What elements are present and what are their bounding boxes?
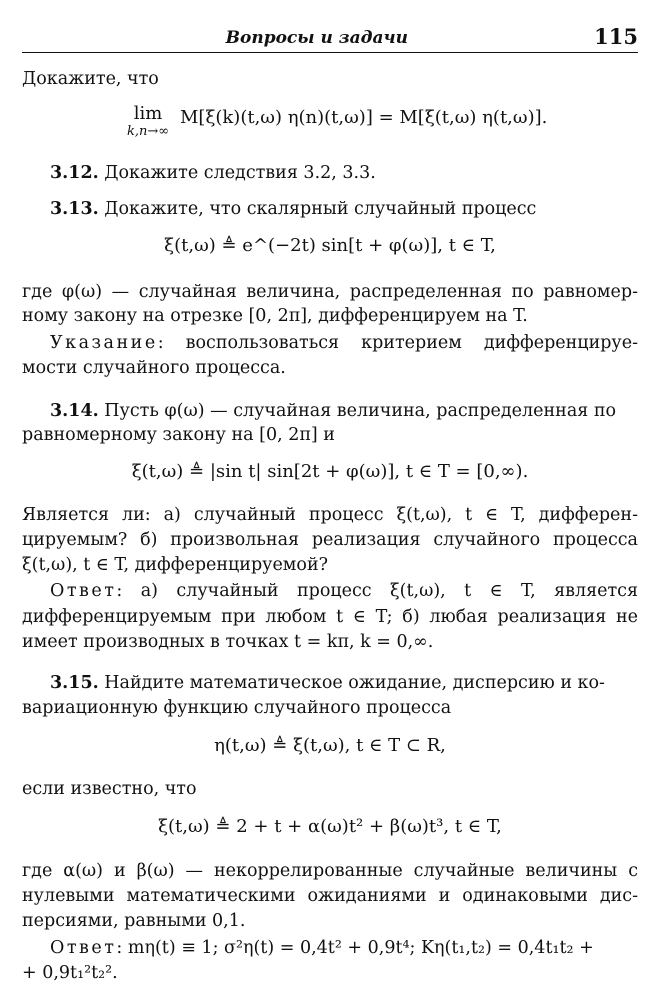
limit-subscript: k,n→∞ bbox=[126, 124, 170, 139]
problem-number: 3.15. bbox=[50, 673, 99, 693]
text-line: где α(ω) и β(ω) — некоррелированные случайные величины с bbox=[22, 861, 638, 881]
formula-derivative-process: η(t,ω) ≜ ξ̇(t,ω), t ∈ T ⊂ R, bbox=[214, 735, 446, 756]
limit-word: lim bbox=[133, 103, 163, 124]
page-number: 115 bbox=[594, 24, 638, 49]
running-header bbox=[22, 22, 638, 53]
problem-text: Докажите следствия 3.2, 3.3. bbox=[98, 163, 376, 183]
problem-text: Пусть φ(ω) — случайная величина, распределенная по bbox=[98, 401, 617, 421]
problem-number: 3.12. bbox=[50, 163, 99, 183]
text-line: + 0,9t₁²t₂². bbox=[22, 963, 118, 983]
answer-line: Ответ: а) случайный процесс ξ(t,ω), t ∈ T, является bbox=[50, 581, 638, 601]
formula-polynomial-process: ξ(t,ω) ≜ 2 + t + α(ω)t² + β(ω)t³, t ∈ T, bbox=[158, 816, 502, 837]
text-line: мости случайного процесса. bbox=[22, 358, 286, 378]
problem-text: Найдите математическое ожидание, дисперсию и ко- bbox=[98, 673, 605, 693]
answer-line: Ответ: mη(t) ≡ 1; σ²η(t) = 0,4t² + 0,9t⁴; Kη(t₁,t₂) = 0,4t₁t₂ + bbox=[50, 938, 594, 958]
text-line: персиями, равными 0,1. bbox=[22, 911, 246, 931]
problem-number: 3.13. bbox=[50, 199, 99, 219]
formula-process-definition: ξ(t,ω) ≜ e^(−2t) sin[t + φ(ω)], t ∈ T, bbox=[164, 235, 496, 256]
problem-number: 3.14. bbox=[50, 401, 99, 421]
text-line: имеет производных в точках t = kπ, k = 0,∞. bbox=[22, 632, 434, 652]
text-line: Является ли: а) случайный процесс ξ(t,ω), t ∈ T, дифферен- bbox=[22, 505, 638, 525]
formula-sin-process: ξ(t,ω) ≜ |sin t| sin[2t + φ(ω)], t ∈ T = [0,∞). bbox=[131, 461, 529, 482]
text-line: вариационную функцию случайного процесса bbox=[22, 698, 452, 718]
text-line: ξ(t,ω), t ∈ T, дифференцируемой? bbox=[22, 555, 329, 575]
text-line: если известно, что bbox=[22, 779, 197, 799]
limit-operator bbox=[108, 104, 188, 140]
text-line: цируемым? б) произвольная реализация случайного процесса bbox=[22, 530, 638, 550]
text-line: нулевыми математическими ожиданиями и одинаковыми дис- bbox=[22, 886, 638, 906]
text-line: где φ(ω) — случайная величина, распределенная по равномер- bbox=[22, 282, 638, 302]
problem-text: Докажите, что скалярный случайный процесс bbox=[98, 199, 537, 219]
text-line: Докажите, что bbox=[22, 69, 159, 89]
hint-line: Указание: воспользоваться критерием дифференцируе- bbox=[50, 333, 638, 353]
problem-3-15 bbox=[50, 672, 638, 694]
problem-3-13 bbox=[50, 198, 638, 220]
answer-label: Ответ bbox=[50, 581, 117, 601]
hint-label: Указание bbox=[50, 333, 158, 353]
problem-3-12 bbox=[50, 162, 638, 184]
running-title: Вопросы и задачи bbox=[225, 28, 408, 48]
answer-label: Ответ bbox=[50, 938, 117, 958]
formula-limit-expression: M[ξ(k)(t,ω) η(n)(t,ω)] = M[ξ(t,ω) η(t,ω)]. bbox=[180, 107, 548, 128]
text-line: ному закону на отрезке [0, 2π], дифференцируем на T. bbox=[22, 306, 528, 326]
text-line: дифференцируемым при любом t ∈ T; б) любая реализация не bbox=[22, 607, 638, 627]
problem-3-14 bbox=[50, 400, 638, 422]
text-line: равномерному закону на [0, 2π] и bbox=[22, 425, 335, 445]
